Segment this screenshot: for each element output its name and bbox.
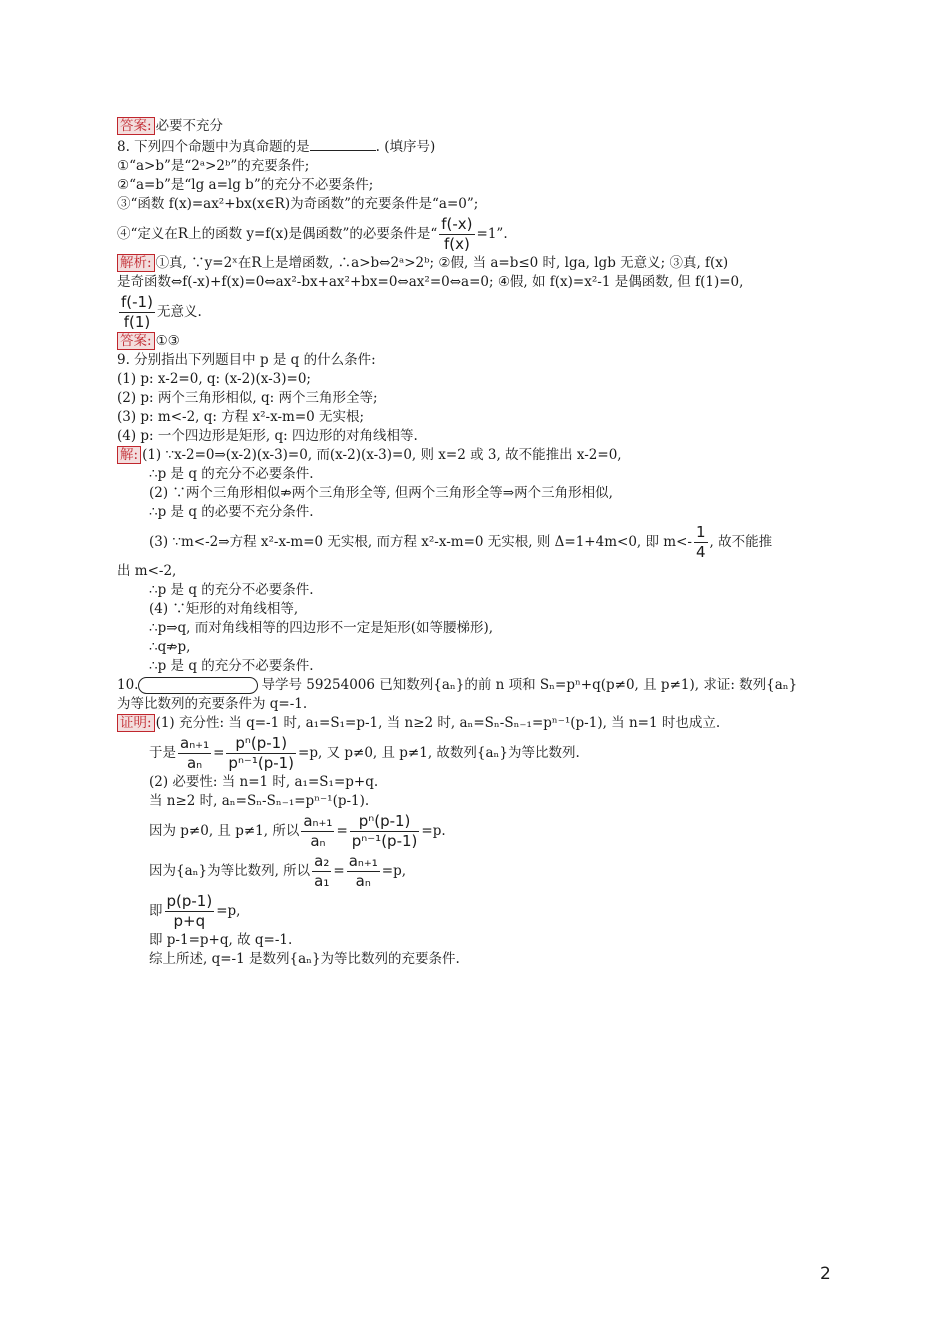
proof-text: =p, 又 p≠0, 且 p≠1, 故数列{aₙ}为等比数列. bbox=[298, 745, 580, 761]
answer-tag: 答案: bbox=[117, 117, 155, 135]
q10-proof-5: 因为 p≠0, 且 p≠1, 所以 $\frac{\text{aₙ₊₁}}{\text{aₙ}}$ = $\frac{\text{pⁿ(p-1)}}{\text{pⁿ⁻¹(p-1)}}$ =p. bbox=[149, 812, 446, 850]
page-number: 2 bbox=[820, 1264, 831, 1284]
q10-proof-2: 于是 $\frac{\text{aₙ₊₁}}{\text{aₙ}}$ = $\frac{\text{pⁿ(p-1)}}{\text{pⁿ⁻¹(p-1)}}$ =p, 又 p≠0, 且 p≠1, 故数列{aₙ}为等比数列. bbox=[149, 734, 580, 772]
numerator: aₙ₊₁ bbox=[303, 812, 333, 830]
numerator: pⁿ(p-1) bbox=[350, 812, 420, 832]
proof-text: 因为 p≠0, 且 p≠1, 所以 bbox=[149, 823, 300, 839]
q10-number: 10. bbox=[117, 677, 139, 693]
answer-text: 必要不充分 bbox=[155, 118, 224, 134]
q8-answer bbox=[117, 332, 837, 351]
numerator: p(p-1) bbox=[166, 892, 213, 910]
q10-proof-7 bbox=[117, 891, 837, 931]
numerator: 1 bbox=[695, 523, 706, 541]
q9-item-4: (4) p: 一个四边形是矩形, q: 四边形的对角线相等. bbox=[117, 428, 418, 444]
q9-solution-3: (2) ∵两个三角形相似⇏两个三角形全等, 但两个三角形全等⇒两个三角形相似, bbox=[149, 485, 613, 501]
solution-text: , 故不能推 bbox=[709, 534, 773, 550]
denominator: aₙ bbox=[355, 872, 371, 890]
guide-number-box bbox=[138, 677, 258, 694]
answer-tag: 答案: bbox=[117, 332, 155, 350]
q8-stem-text: 8. 下列四个命题中为真命题的是 bbox=[117, 139, 310, 155]
q9-solution-6: 出 m<-2, bbox=[117, 563, 177, 579]
numerator: aₙ₊₁ bbox=[180, 734, 210, 752]
q10-stem-2: 为等比数列的充要条件为 q=-1. bbox=[117, 696, 308, 712]
fraction bbox=[347, 852, 380, 891]
q10-proof-9: 综上所述, q=-1 是数列{aₙ}为等比数列的充要条件. bbox=[149, 951, 460, 967]
denominator: aₙ bbox=[186, 754, 203, 772]
numerator: a₂ bbox=[314, 852, 330, 870]
q10-stem-text: 导学号 59254006 已知数列{aₙ}的前 n 项和 Sₙ=pⁿ+q(p≠0, 且 p≠1), 求证: 数列{aₙ} bbox=[261, 677, 798, 693]
fraction bbox=[226, 734, 296, 773]
solution-tag: 解: bbox=[117, 446, 141, 464]
q8-analysis-1 bbox=[117, 254, 837, 273]
solution-text: (3) ∵m<-2⇒方程 x²-x-m=0 无实根, 而方程 x²-x-m=0 无实根, 则 Δ=1+4m<0, 即 m<- bbox=[149, 534, 692, 550]
fraction bbox=[301, 812, 334, 851]
q10-stem bbox=[117, 676, 837, 695]
q10-proof-1 bbox=[117, 714, 837, 733]
q9-solution-1 bbox=[117, 446, 837, 465]
q9-solution-8: (4) ∵矩形的对角线相等, bbox=[149, 601, 299, 617]
q8-item-4-text: ④“定义在R上的函数 y=f(x)是偶函数”的必要条件是“ bbox=[117, 226, 438, 242]
analysis-tag: 解析: bbox=[117, 254, 155, 272]
q8-item-3: ③“函数 f(x)=ax²+bx(x∈R)为奇函数”的充要条件是“a=0”; bbox=[117, 196, 479, 212]
q8-analysis-3 bbox=[117, 292, 837, 332]
q9-solution-4: ∴p 是 q 的必要不充分条件. bbox=[149, 504, 314, 520]
q9-solution-5 bbox=[117, 522, 837, 562]
denominator: a₁ bbox=[314, 872, 330, 890]
answer-blank bbox=[310, 136, 376, 151]
denominator: f(1) bbox=[123, 313, 151, 331]
q8-item-1: ①“a>b”是“2ᵃ>2ᵇ”的充要条件; bbox=[117, 158, 310, 174]
q9-solution-2: ∴p 是 q 的充分不必要条件. bbox=[149, 466, 314, 482]
document-body bbox=[117, 117, 837, 969]
answer-text: ①③ bbox=[155, 333, 180, 349]
answer-line bbox=[117, 117, 837, 136]
q9-solution-9: ∴p⇒q, 而对角线相等的四边形不一定是矩形(如等腰梯形), bbox=[149, 620, 494, 636]
q8-stem-suffix: . (填序号) bbox=[375, 139, 436, 155]
numerator: pⁿ(p-1) bbox=[226, 734, 296, 754]
q10-proof-4: 当 n≥2 时, aₙ=Sₙ-Sₙ₋₁=pⁿ⁻¹(p-1). bbox=[149, 793, 370, 809]
q9-solution-7: ∴p 是 q 的充分不必要条件. bbox=[149, 582, 314, 598]
q8-stem bbox=[117, 136, 837, 157]
analysis-text: 无意义. bbox=[156, 304, 202, 320]
q10-proof-3: (2) 必要性: 当 n=1 时, a₁=S₁=p+q. bbox=[149, 774, 379, 790]
q8-item-4-suffix: =1”. bbox=[476, 226, 508, 242]
denominator: f(x) bbox=[443, 235, 470, 253]
fraction bbox=[165, 892, 215, 931]
numerator: aₙ₊₁ bbox=[348, 852, 378, 870]
fraction bbox=[694, 523, 708, 562]
q8-item-2: ②“a=b”是“lg a=lg b”的充分不必要条件; bbox=[117, 177, 374, 193]
fraction bbox=[312, 852, 331, 891]
q9-item-2: (2) p: 两个三角形相似, q: 两个三角形全等; bbox=[117, 390, 378, 406]
q9-item-3: (3) p: m<-2, q: 方程 x²-x-m=0 无实根; bbox=[117, 409, 365, 425]
q10-proof-8: 即 p-1=p+q, 故 q=-1. bbox=[149, 932, 293, 948]
proof-text: 即 bbox=[149, 903, 163, 919]
q8-item-4 bbox=[117, 214, 837, 254]
denominator: p+q bbox=[173, 912, 206, 930]
fraction bbox=[439, 215, 474, 254]
fraction bbox=[119, 293, 155, 332]
fraction bbox=[178, 734, 211, 773]
analysis-text: ①真, ∵y=2ˣ在R上是增函数, ∴a>b⇔2ᵃ>2ᵇ; ②假, 当 a=b≤0 时, lga, lgb 无意义; ③真, f(x) bbox=[155, 255, 729, 271]
numerator: f(-x) bbox=[441, 215, 473, 233]
q10-proof-6: 因为{aₙ}为等比数列, 所以 $\frac{\text{a₂}}{\text{a₁}}$ = $\frac{\text{aₙ₊₁}}{\text{aₙ}}$ =p, bbox=[149, 852, 407, 890]
proof-text: 因为{aₙ}为等比数列, 所以 bbox=[149, 863, 311, 879]
proof-text: =p. bbox=[421, 823, 446, 839]
proof-text: (1) 充分性: 当 q=-1 时, a₁=S₁=p-1, 当 n≥2 时, aₙ=Sₙ-Sₙ₋₁=pⁿ⁻¹(p-1), 当 n=1 时也成立. bbox=[155, 715, 721, 731]
q9-solution-11: ∴p 是 q 的充分不必要条件. bbox=[149, 658, 314, 674]
proof-text: =p, bbox=[381, 863, 407, 879]
denominator: aₙ bbox=[310, 832, 326, 850]
q9-solution-10: ∴q⇏p, bbox=[149, 639, 191, 655]
q9-stem: 9. 分别指出下列题目中 p 是 q 的什么条件: bbox=[117, 352, 376, 368]
solution-text: (1) ∵x-2=0⇒(x-2)(x-3)=0, 而(x-2)(x-3)=0, 则 x=2 或 3, 故不能推出 x-2=0, bbox=[142, 447, 622, 463]
proof-text: =p, bbox=[216, 903, 241, 919]
denominator: pⁿ⁻¹(p-1) bbox=[228, 754, 295, 772]
q8-analysis-2: 是奇函数⇔f(-x)+f(x)=0⇔ax²-bx+ax²+bx=0⇔ax²=0⇔a=0; ④假, 如 f(x)=x²-1 是偶函数, 但 f(1)=0, bbox=[117, 274, 744, 290]
numerator: f(-1) bbox=[121, 293, 153, 311]
fraction bbox=[350, 812, 420, 851]
denominator: pⁿ⁻¹(p-1) bbox=[351, 832, 418, 850]
q9-item-1: (1) p: x-2=0, q: (x-2)(x-3)=0; bbox=[117, 371, 311, 387]
denominator: 4 bbox=[695, 543, 706, 561]
proof-text: 于是 bbox=[149, 745, 176, 761]
proof-tag: 证明: bbox=[117, 714, 155, 732]
